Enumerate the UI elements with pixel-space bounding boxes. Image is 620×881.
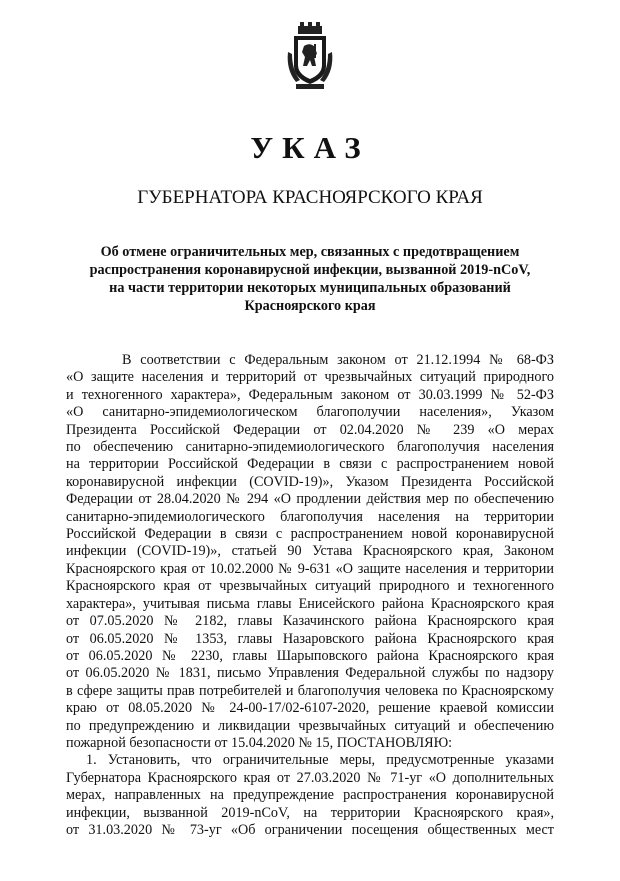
decree-heading xyxy=(80,243,540,315)
body-line: от 06.05.2020 № 1831, письмо Управления Федеральной службы по надзору xyxy=(66,665,554,682)
body-line: «О санитарно-эпидемиологическом благополучии населения», Указом xyxy=(66,404,554,421)
heading-line: на части территории некоторых муниципальных образований xyxy=(109,280,511,296)
body-line: Российской Федерации в связи с распространением новой коронавирусной xyxy=(66,526,554,543)
decree-body xyxy=(66,352,554,839)
body-line: и техногенного характера», Федеральным законом от 30.03.1999 № 52-ФЗ xyxy=(66,386,554,403)
body-line: 1. Установить, что ограничительные меры, предусмотренные указами xyxy=(86,752,554,769)
body-line: по обеспечению санитарно-эпидемиологического благополучия населения xyxy=(66,439,554,456)
body-line: от 06.05.2020 № 1353, главы Назаровского района Красноярского края xyxy=(66,630,554,647)
heading-line: Об отмене ограничительных мер, связанных с предотвращением xyxy=(100,244,520,260)
body-line: краю от 08.05.2020 № 24-00-17/02-6107-2020, решение краевой комиссии xyxy=(66,700,554,717)
heading-line: Красноярского края xyxy=(244,298,376,314)
body-line: Красноярского края от 10.02.2000 № 9-631 «О защите населения и территории xyxy=(66,560,554,577)
body-line: на территории Российской Федерации в связи с распространением новой xyxy=(66,456,554,473)
body-line: от 07.05.2020 № 2182, главы Казачинского района Красноярского края xyxy=(66,613,554,630)
body-line: от 06.05.2020 № 2230, главы Шарыповского района Красноярского края xyxy=(66,647,554,664)
heading-line: распространения коронавирусной инфекции, вызванной 2019-nCoV, xyxy=(89,262,531,278)
body-line: мерах, направленных на предупреждение распространения коронавирусной xyxy=(66,787,554,804)
body-line: инфекции, вызванной 2019-nCoV, на территории Красноярского края», xyxy=(66,804,554,821)
body-line: инфекции (COVID-19)», статьей 90 Устава Красноярского края, Законом xyxy=(66,543,554,560)
body-line: Федерации от 28.04.2020 № 294 «О продлении действия мер по обеспечению xyxy=(66,491,554,508)
body-line: Президента Российской Федерации от 02.04.2020 № 239 «О мерах xyxy=(66,421,554,438)
body-line: В соответствии с Федеральным законом от 21.12.1994 № 68-ФЗ xyxy=(122,352,554,368)
body-line: «О защите населения и территорий от чрезвычайных ситуаций природного xyxy=(66,369,554,386)
body-line: в сфере защиты прав потребителей и благополучия человека по Красноярскому xyxy=(66,682,554,699)
body-line: пожарной безопасности от 15.04.2020 № 15, ПОСТАНОВЛЯЮ: xyxy=(66,734,453,751)
body-line: Красноярского края от чрезвычайных ситуаций природного и техногенного xyxy=(66,578,554,595)
document-subtitle: ГУБЕРНАТОРА КРАСНОЯРСКОГО КРАЯ xyxy=(137,187,483,208)
body-line: от 31.03.2020 № 73-уг «Об ограничении посещения общественных мест xyxy=(66,821,554,838)
krasnoyarsk-coat-of-arms-icon xyxy=(284,22,336,92)
document-title: УКАЗ xyxy=(250,130,370,165)
body-line: по предупреждению и ликвидации чрезвычайных ситуаций и обеспечению xyxy=(66,717,554,734)
body-line: характера», учитывая письма главы Енисейского района Красноярского края xyxy=(66,595,554,612)
body-line: санитарно-эпидемиологического благополучия населения на территории xyxy=(66,508,554,525)
body-line: Губернатора Красноярского края от 27.03.2020 № 71-уг «О дополнительных xyxy=(66,769,554,786)
body-line: коронавирусной инфекции (COVID-19)», Указом Президента Российской xyxy=(66,473,554,490)
